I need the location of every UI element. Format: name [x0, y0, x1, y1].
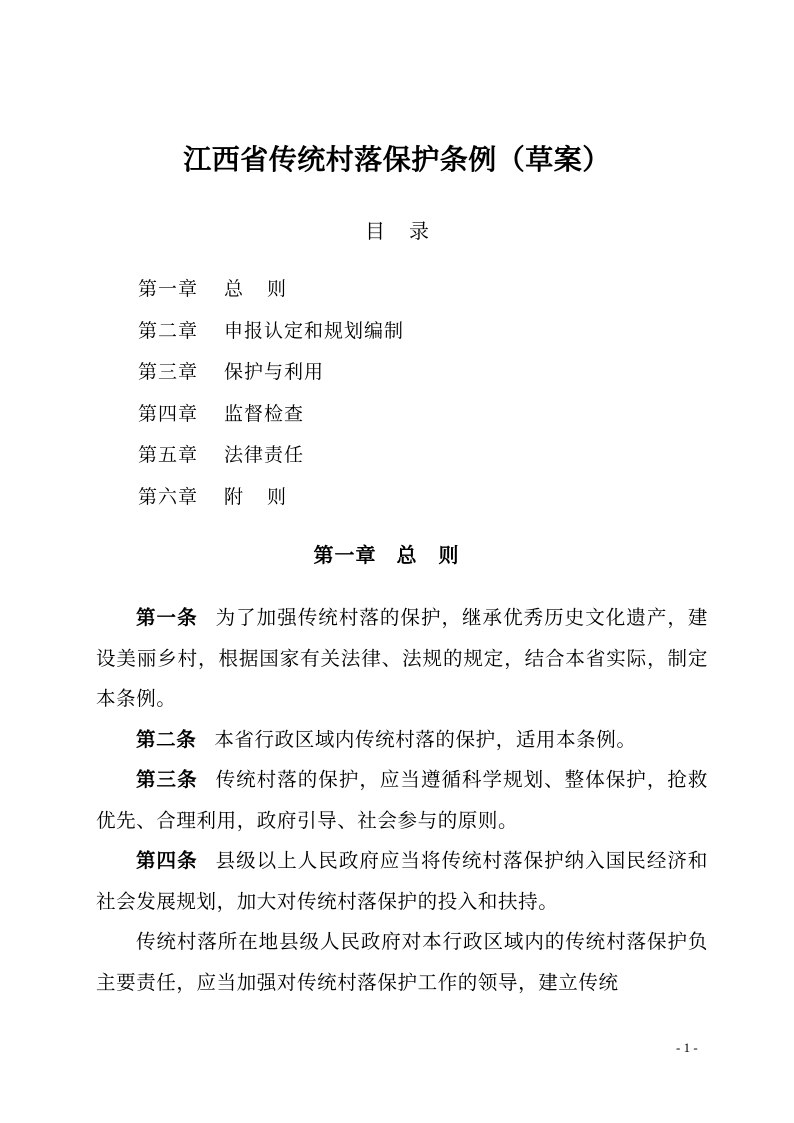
- article-label: 第四条: [136, 849, 198, 872]
- page-number: - 1 -: [676, 1040, 698, 1055]
- article-label: 第三条: [136, 768, 198, 791]
- article-paragraph: [96, 841, 708, 922]
- article-text: 传统村落的保护，应当遵循科学规划、整体保护，抢救优先、合理利用，政府引导、社会参与的原则。: [96, 768, 708, 832]
- toc-chapter-number: 第二章: [138, 319, 199, 342]
- continuation-paragraph: [96, 922, 708, 1003]
- toc-chapter-name: 总则: [224, 278, 311, 300]
- toc-chapter-name: 申报认定和规划编制: [224, 319, 405, 342]
- paragraph-text: 传统村落所在地县级人民政府对本行政区域内的传统村落保护负主要责任，应当加强对传统村落保护工作的领导，建立传统: [96, 930, 708, 994]
- article-label: 第一条: [136, 606, 198, 629]
- toc-item: [138, 357, 404, 399]
- article-text: 为了加强传统村落的保护，继承优秀历史文化遗产，建设美丽乡村，根据国家有关法律、法规的规定，结合本省实际，制定本条例。: [96, 606, 708, 710]
- toc-item: [138, 440, 404, 482]
- toc-chapter-number: 第一章: [138, 278, 199, 300]
- toc-chapter-number: 第五章: [138, 444, 199, 466]
- body-text: [96, 598, 708, 1003]
- toc-item: [138, 274, 404, 316]
- article-paragraph: [96, 720, 708, 761]
- toc-chapter-number: 第四章: [138, 402, 199, 425]
- article-paragraph: [96, 598, 708, 720]
- toc-item: [138, 482, 404, 524]
- toc-item: [138, 316, 404, 358]
- chapter-number: 第一章: [313, 543, 377, 567]
- article-paragraph: [96, 760, 708, 841]
- article-label: 第二条: [136, 727, 197, 751]
- article-text: 县级以上人民政府应当将传统村落保护纳入国民经济和社会发展规划，加大对传统村落保护的投入和扶持。: [96, 849, 708, 913]
- toc-chapter-name: 保护与利用: [224, 361, 325, 383]
- chapter-name: 总则: [396, 543, 481, 567]
- toc-chapter-number: 第三章: [138, 361, 199, 383]
- table-of-contents: [138, 274, 404, 523]
- chapter-heading: [0, 540, 794, 570]
- toc-chapter-name: 监督检查: [224, 402, 305, 425]
- article-text: 本省行政区域内传统村落的保护，适用本条例。: [214, 727, 637, 751]
- document-title: 江西省传统村落保护条例（草案）: [183, 143, 611, 176]
- toc-heading: 目录: [365, 219, 453, 243]
- toc-chapter-name: 法律责任: [224, 444, 305, 466]
- toc-chapter-number: 第六章: [138, 485, 199, 508]
- toc-item: [138, 399, 404, 441]
- toc-chapter-name: 附则: [224, 485, 311, 508]
